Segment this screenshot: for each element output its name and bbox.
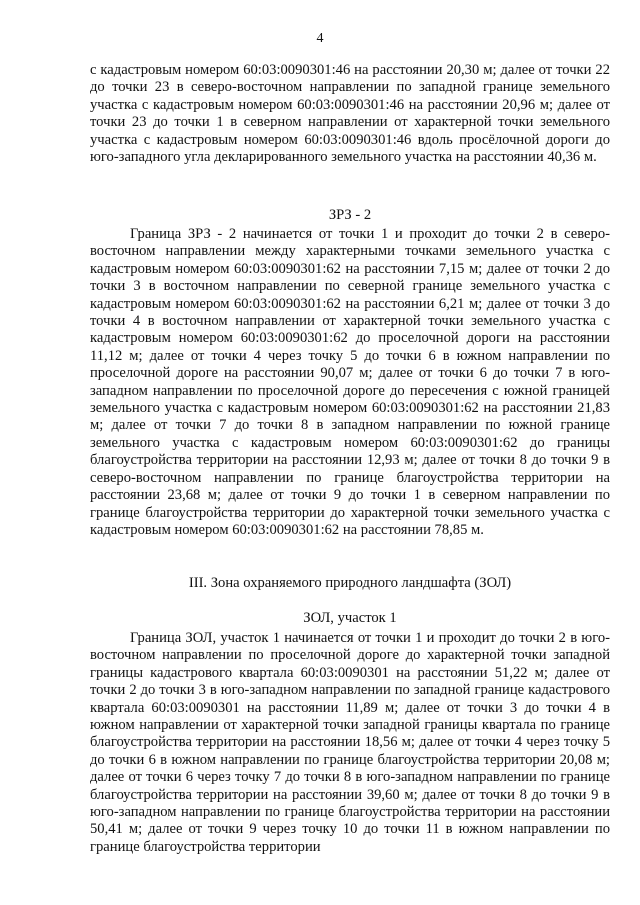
page-number: 4 bbox=[316, 31, 324, 46]
paragraph-text: с кадастровым номером 60:03:0090301:46 на расстоянии 20,30 м; далее от точки 22 до точки 23 в северо-восточном направлении по западной границе земельного участка с кадастровым номером 60:03:0090301:46 на расстоянии 20,96 м; далее от точки 23 до точки 1 в северном направлении от характерной точки земельного участка с кадастровым номером 60:03:0090301:46 вдоль просёлочной дороги до юго-западного угла декларированного земельного участка на расстоянии 40,36 м. bbox=[90, 62, 610, 166]
paragraph-zol-1 bbox=[90, 630, 610, 856]
paragraph-zrz2 bbox=[90, 226, 610, 539]
heading-zol-1: ЗОЛ, участок 1 bbox=[303, 610, 397, 626]
paragraph-text: Граница ЗОЛ, участок 1 начинается от точки 1 и проходит до точки 2 в юго-восточном направлении по проселочной дороге до характерной точки западной границы кадастрового квартала 60:03:0090301 на расстоянии 51,22 м; далее от точки 2 до точки 3 в юго-западном направлении по западной границе кадастрового квартала 60:03:0090301 на расстоянии 11,89 м; далее от точки 3 до точки 4 в южном направлении от характерной точки западной границы квартала по границе благоустройства территории на расстоянии 18,56 м; далее от точки 4 через точку 5 до точки 6 в южном направлении по границе благоустройства территории 20,08 м; далее от точки 6 через точку 7 до точки 8 в юго-западном направлении по границе благоустройства территории на расстоянии 39,60 м; далее от точки 8 до точки 9 в юго-западном направлении по границе благоустройства территории на расстоянии 50,41 м; далее от точки 9 через точку 10 до точки 11 в южном направлении по границе благоустройства территории bbox=[90, 630, 610, 855]
heading-section-3: III. Зона охраняемого природного ландшафта (ЗОЛ) bbox=[188, 575, 512, 591]
paragraph-text: Граница ЗРЗ - 2 начинается от точки 1 и проходит до точки 2 в северо-восточном направлении между характерными точками земельного участка с кадастровым номером 60:03:0090301:62 на расстоянии 7,15 м; далее от точки 2 до точки 3 в восточном направлении по северной границе земельного участка с кадастровым номером 60:03:0090301:62 на расстоянии 6,21 м; далее от точки 3 до точки 4 в восточном направлении от характерной точки земельного участка с кадастровым номером 60:03:0090301:62 до проселочной дороги на расстоянии 11,12 м; далее от точки 4 через точку 5 до точки 6 в южном направлении по проселочной дороге на расстоянии 90,07 м; далее от точки 6 до точки 7 в юго-западном направлении по проселочной дороге до пересечения с южной границей земельного участка с кадастровым номером 60:03:0090301:62 на расстоянии 21,83 м; далее от точки 7 до точки 8 в западном направлении по южной границе земельного участка с кадастровым номером 60:03:0090301:62 до границы благоустройства территории на расстоянии 12,93 м; далее от точки 8 до точки 9 в северо-восточном направлении по границе благоустройства территории на расстоянии 23,68 м; далее от точки 9 до точки 1 в северном направлении по границе благоустройства территории до характерной точки земельного участка с кадастровым номером 60:03:0090301:62 на расстоянии 78,85 м. bbox=[90, 226, 610, 538]
heading-zrz2: ЗРЗ - 2 bbox=[328, 207, 372, 223]
paragraph-zrz1-end bbox=[90, 62, 610, 166]
